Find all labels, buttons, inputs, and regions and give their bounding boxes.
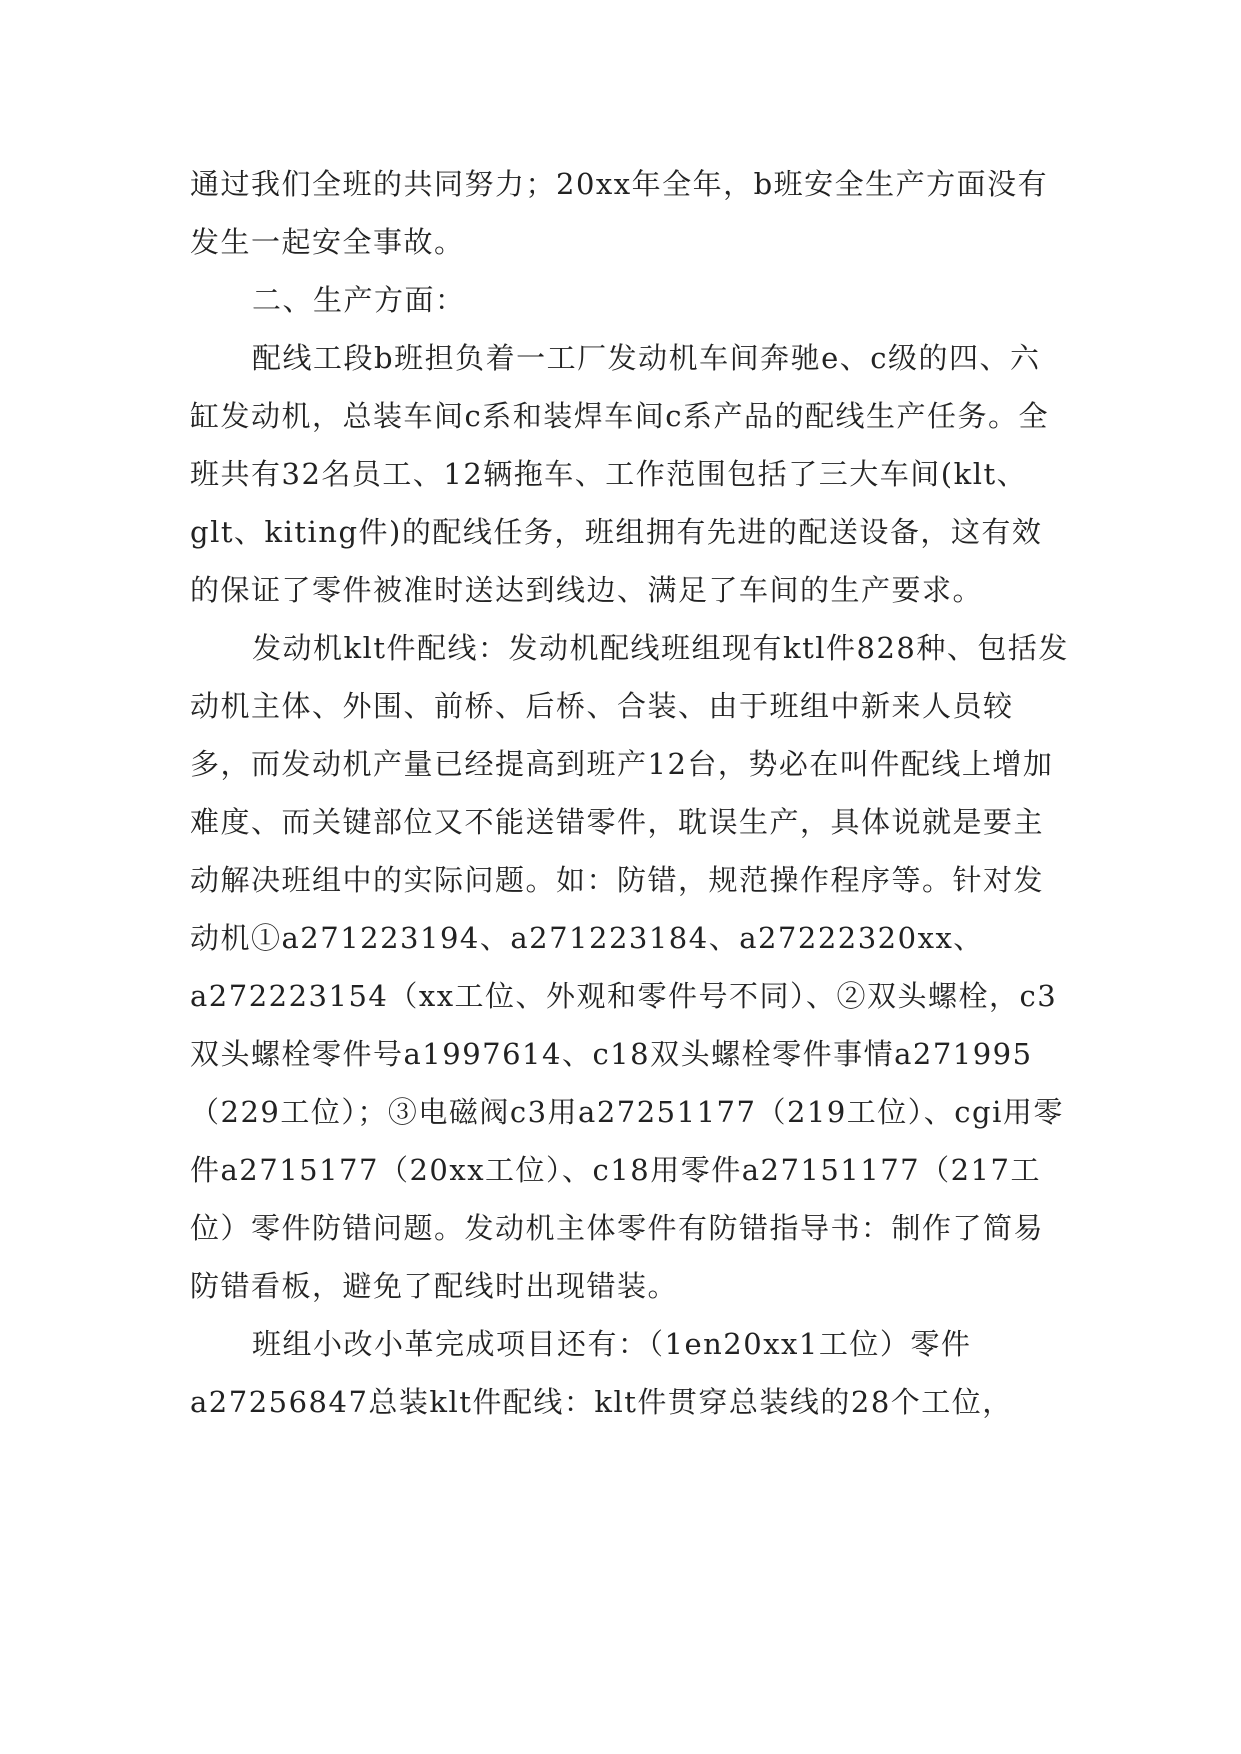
paragraph-engine-klt-distribution: 发动机klt件配线：发动机配线班组现有ktl件828种、包括发动机主体、外围、前桥、后桥、合装、由于班组中新来人员较多，而发动机产量已经提高到班产12台，势必在叫件配线上增加难度、而关键部位又不能送错零件，耽误生产，具体说就是要主动解决班组中的实际问题。如：防错，规范操作程序等。针对发动机①a271223194、a271223184、a27222320xx、a272223154（xx工位、外观和零件号不同）、②双头螺栓，c3双头螺栓零件号a1997614、c18双头螺栓零件事情a271995（229工位）；③电磁阀c3用a27251177（219工位）、cgi用零件a2715177（20xx工位）、c18用零件a27151177（217工位）零件防错问题。发动机主体零件有防错指导书：制作了简易防错看板，避免了配线时出现错装。 [190,631,1069,1303]
section-heading-production: 二、生产方面： [252,283,466,317]
document-body [190,155,1070,1431]
paragraph-improvement-projects: 班组小改小革完成项目还有：（1en20xx1工位）零件a27256847总装klt件配线：klt件贯穿总装线的28个工位， [190,1327,1013,1419]
paragraph-team-overview: 配线工段b班担负着一工厂发动机车间奔驰e、c级的四、六缸发动机，总装车间c系和装焊车间c系产品的配线生产任务。全班共有32名员工、12辆拖车、工作范围包括了三大车间(klt、glt、kiting件)的配线任务，班组拥有先进的配送设备，这有效的保证了零件被准时送达到线边、满足了车间的生产要求。 [190,341,1049,607]
paragraph-safety-result: 通过我们全班的共同努力；20xx年全年，b班安全生产方面没有发生一起安全事故。 [190,167,1049,259]
